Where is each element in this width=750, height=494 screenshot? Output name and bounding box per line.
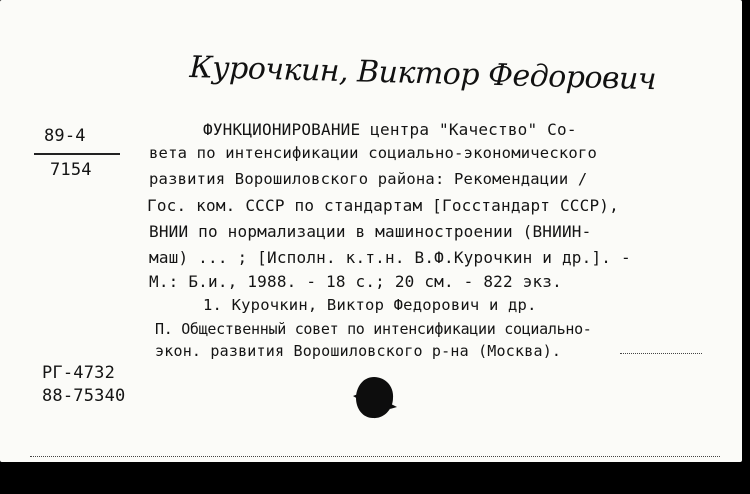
scan-edge-bottom xyxy=(0,462,750,494)
record-line-4: Гос. ком. СССР по стандартам [Госстандарт СССР), xyxy=(147,196,619,215)
record-line-5: ВНИИ по нормализации в машиностроении (ВНИИН- xyxy=(149,222,592,241)
class-number-top: 89-4 xyxy=(44,126,86,146)
record-line-6: маш) ... ; [Исполн. к.т.н. В.Ф.Курочкин и др.]. - xyxy=(149,248,631,267)
record-line-10: экон. развития Ворошиловского р-на (Москва). xyxy=(155,342,562,360)
scan-edge-right xyxy=(742,0,750,494)
record-line-8: 1. Курочкин, Виктор Федорович и др. xyxy=(203,296,537,314)
record-line-7: М.: Б.и., 1988. - 18 с.; 20 см. - 822 экз. xyxy=(149,272,562,291)
record-line-1: ФУНКЦИОНИРОВАНИЕ центра "Качество" Со- xyxy=(203,120,577,139)
record-line-2: вета по интенсификации социально-экономического xyxy=(149,144,597,162)
handwritten-author: Курочкин, Виктор Федорович xyxy=(189,50,657,98)
register-code-1: РГ-4732 xyxy=(42,363,116,383)
record-line-9: П. Общественный совет по интенсификации социально- xyxy=(155,320,592,338)
record-line-3: развития Ворошиловского района: Рекомендации / xyxy=(149,170,588,188)
dotted-fill-line xyxy=(620,353,702,354)
class-divider xyxy=(34,153,120,155)
punch-hole-blot xyxy=(352,374,398,422)
class-number-bottom: 7154 xyxy=(50,160,92,180)
bottom-dotted-line xyxy=(30,456,720,457)
register-code-2: 88-75340 xyxy=(42,386,126,406)
